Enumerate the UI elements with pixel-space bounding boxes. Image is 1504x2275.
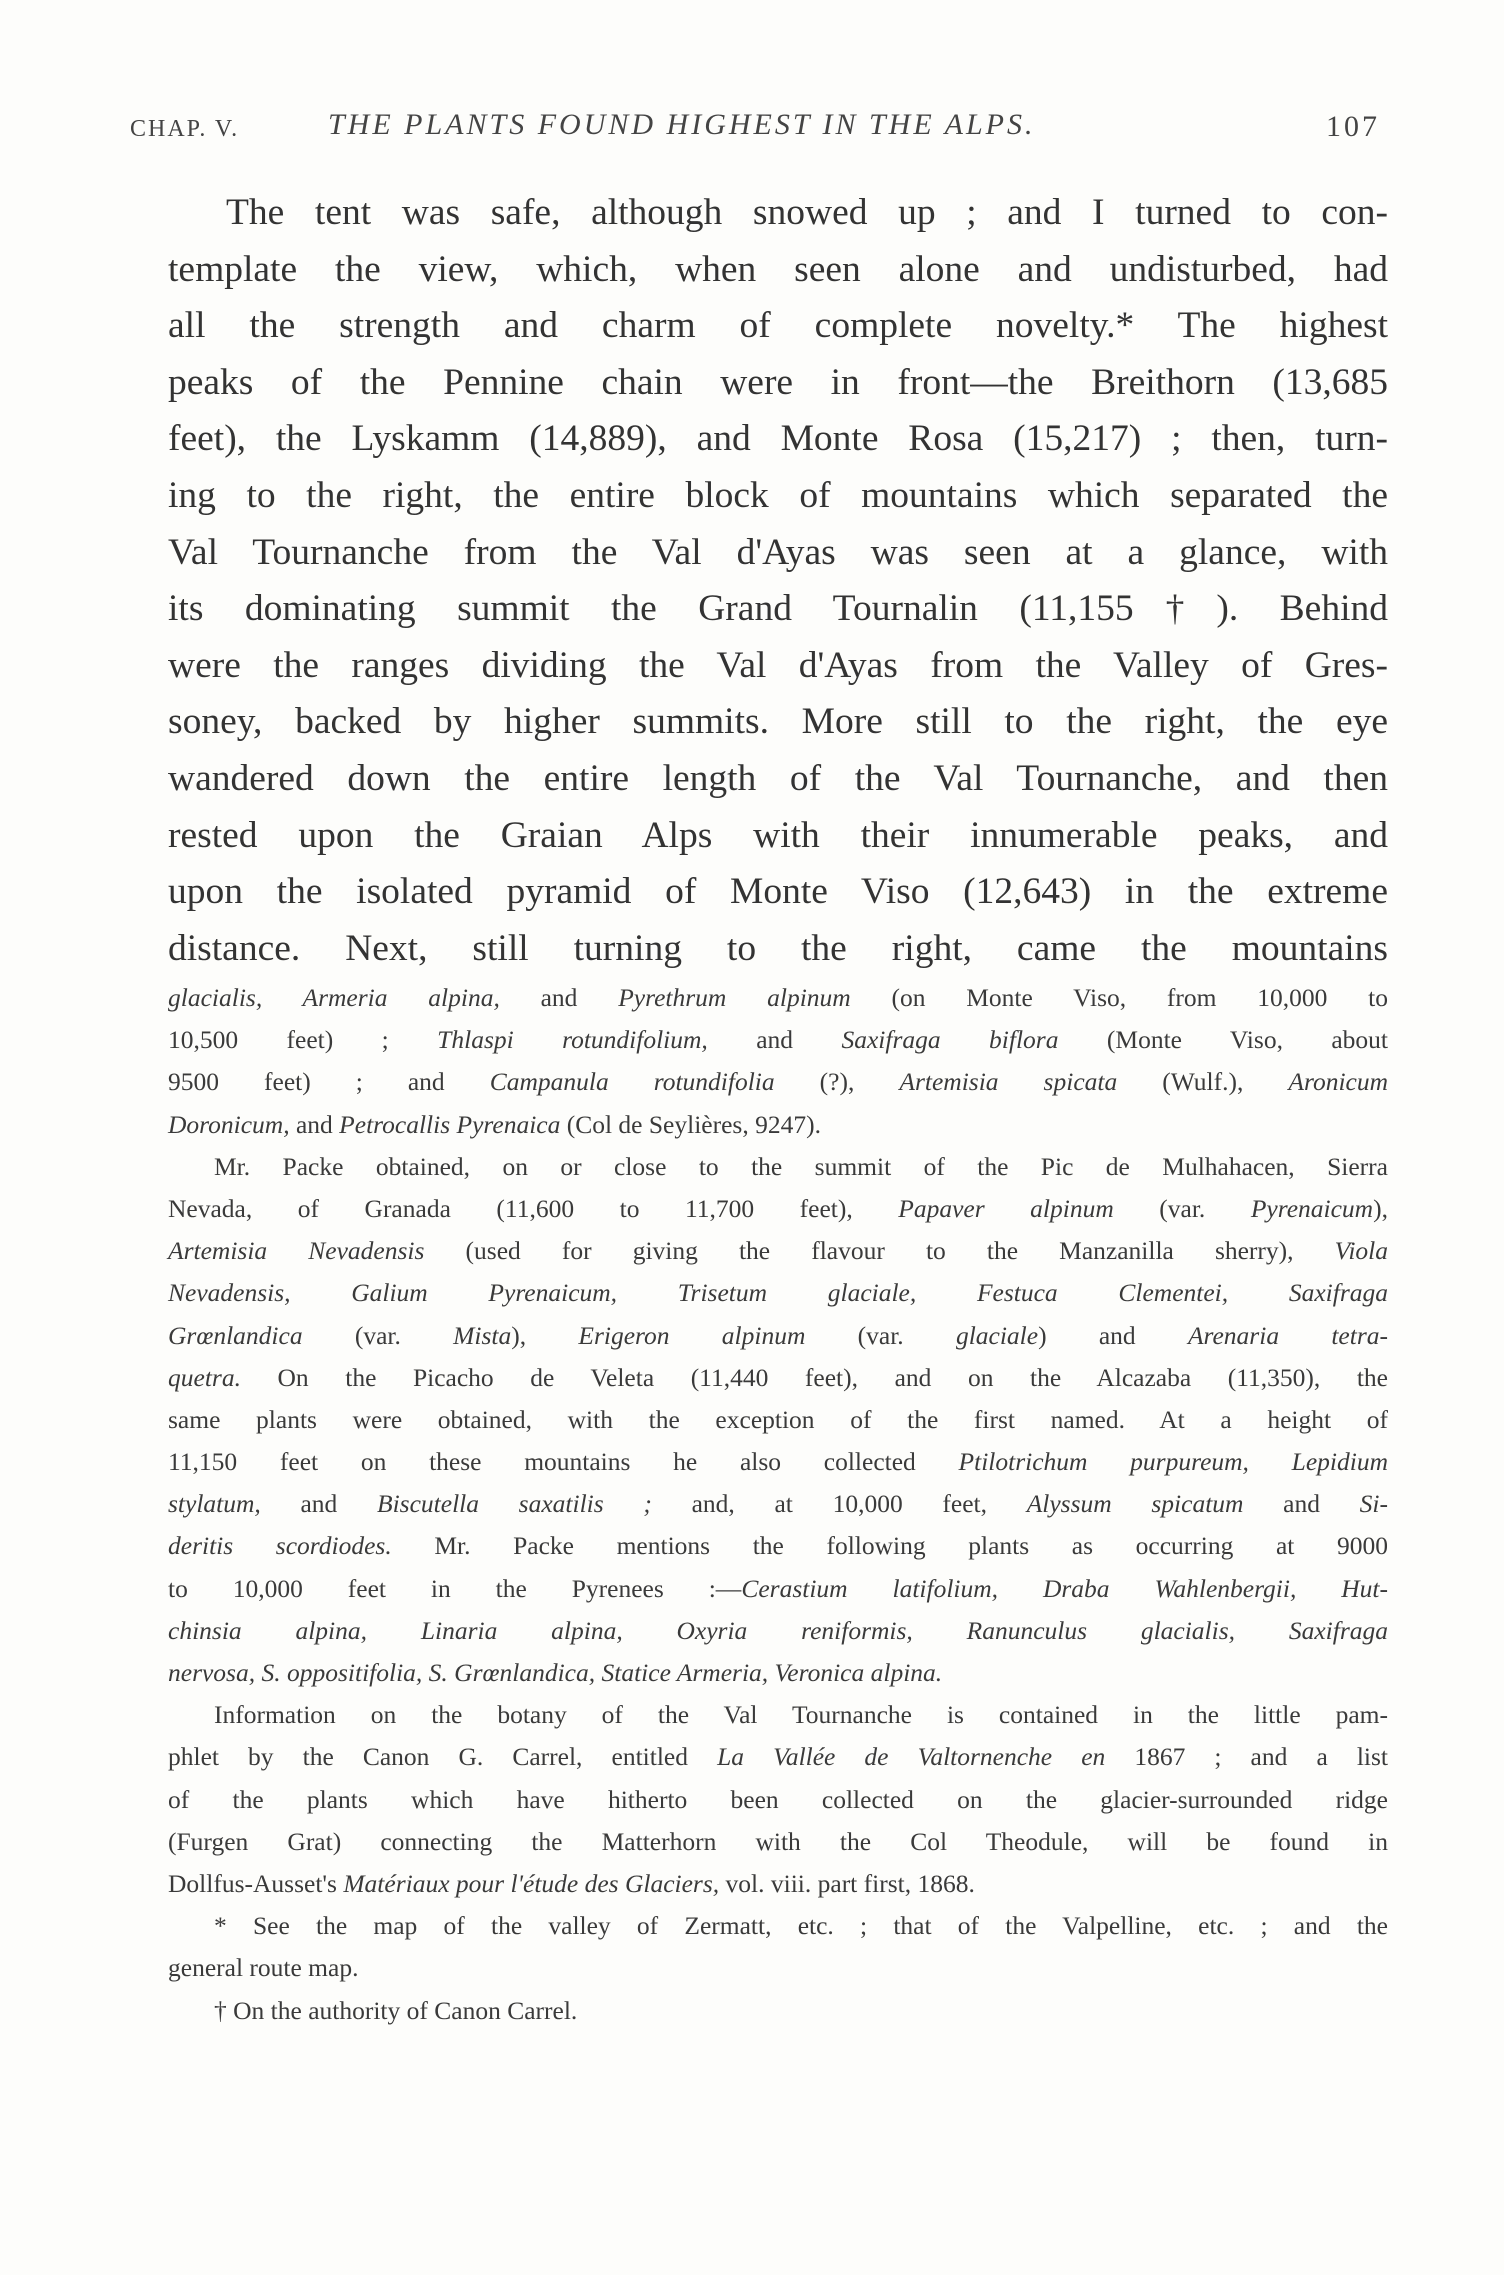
note-line — [168, 1019, 1388, 1061]
body-line: distance. Next, still turning to the right, came the mountains — [168, 927, 1388, 969]
note-line — [168, 1230, 1388, 1272]
chapter-label: CHAP. V. — [130, 116, 240, 142]
note-text: On the Picacho de Veleta (11,440 feet), and on the Alcazaba (11,350), the — [240, 1362, 1388, 1392]
species-name: deritis scordiodes. — [168, 1531, 392, 1561]
note-text: to 10,000 feet in the Pyrenees :— — [168, 1573, 742, 1603]
note-text: (var. — [302, 1320, 454, 1350]
note-line — [168, 1188, 1388, 1230]
body-line: The tent was safe, although snowed up ; and I turned to con- — [226, 192, 1388, 233]
note-line — [168, 1736, 1388, 1778]
footnote-star: * See the map of the valley of Zermatt, etc. ; that of the Valpelline, etc. ; and the — [214, 1911, 1388, 1941]
species-name: Pyrethrum alpinum — [618, 983, 851, 1012]
body-line: soney, backed by higher summits. More still to the right, the eye — [168, 701, 1388, 743]
note-text: (var. — [1113, 1193, 1251, 1223]
note-text: 1867 ; and a list — [1105, 1742, 1389, 1772]
note-text: (Monte Viso, about — [1058, 1025, 1389, 1055]
body-line: all the strength and charm of complete novelty.* The highest — [168, 305, 1388, 347]
note-text: of the plants which have hitherto been collected on the glacier-surrounded ridge — [168, 1784, 1388, 1814]
note-text: (var. — [805, 1320, 956, 1350]
book-title: Matériaux pour l'étude des Glaciers, — [343, 1868, 720, 1898]
note-line — [168, 1863, 1388, 1905]
species-name: Aronicum — [1288, 1067, 1389, 1097]
note-text: Mr. Packe obtained, on or close to the summit of the Pic de Mulhahacen, Sierra — [214, 1151, 1388, 1181]
body-line: Val Tournanche from the Val d'Ayas was seen at a glance, with — [168, 531, 1388, 573]
note-text: Mr. Packe mentions the following plants as occurring at 9000 — [391, 1531, 1389, 1561]
note-text: 9500 feet) ; and — [168, 1067, 490, 1097]
note-line — [168, 1525, 1388, 1567]
species-name: glaciale — [955, 1320, 1039, 1350]
species-name: Nevadensis, Galium Pyrenaicum, Trisetum glaciale, Festuca Clementei, Saxifraga — [168, 1278, 1388, 1308]
species-name: Doronicum, — [168, 1109, 290, 1139]
note-line — [168, 1821, 1388, 1863]
species-name: nervosa, S. oppositifolia, S. Grœnlandica, Statice Armeria, Veronica alpina. — [168, 1658, 943, 1687]
note-text: and, at 10,000 feet, — [651, 1489, 1027, 1519]
species-name: glacialis, Armeria alpina, — [168, 983, 500, 1012]
body-line: feet), the Lyskamm (14,889), and Monte Rosa (15,217) ; then, turn- — [168, 418, 1388, 460]
note-line — [168, 1357, 1388, 1399]
body-line: ing to the right, the entire block of mountains which separated the — [168, 474, 1388, 516]
note-line — [168, 1779, 1388, 1821]
note-text: Nevada, of Granada (11,600 to 11,700 feet), — [168, 1193, 899, 1223]
species-name: Ptilotrichum purpureum, Lepidium — [958, 1447, 1388, 1477]
note-text: vol. viii. part first, 1868. — [719, 1868, 975, 1898]
note-text: and — [260, 1489, 378, 1519]
note-text: same plants were obtained, with the exception of the first named. At a height of — [168, 1404, 1388, 1434]
note-text: Information on the botany of the Val Tournanche is contained in the little pam- — [214, 1700, 1388, 1730]
note-text: (on Monte Viso, from 10,000 to — [850, 983, 1389, 1012]
note-text: (Col de Seylières, 9247). — [560, 1109, 821, 1139]
species-name: Saxifraga biflora — [841, 1025, 1059, 1055]
note-line — [168, 1061, 1388, 1103]
footnote-dagger: † On the authority of Canon Carrel. — [214, 1995, 578, 2025]
note-line — [168, 1610, 1388, 1652]
running-header — [130, 108, 1380, 152]
body-line: upon the isolated pyramid of Monte Viso (12,643) in the extreme — [168, 871, 1388, 913]
body-line: rested upon the Graian Alps with their innumerable peaks, and — [168, 814, 1388, 856]
body-line: were the ranges dividing the Val d'Ayas from the Valley of Gres- — [168, 644, 1388, 686]
species-name: Viola — [1334, 1236, 1388, 1266]
note-text: and — [289, 1109, 340, 1139]
note-text: (?), — [774, 1067, 900, 1097]
species-name: stylatum, — [168, 1489, 261, 1519]
body-line: template the view, which, when seen alone and undisturbed, had — [168, 248, 1388, 290]
note-text: Dollfus-Ausset's — [168, 1868, 344, 1898]
species-name: Mista — [453, 1320, 512, 1350]
species-name: Artemisia spicata — [899, 1067, 1118, 1097]
species-name: Arenaria tetra- — [1187, 1320, 1388, 1350]
note-text: 10,500 feet) ; — [168, 1025, 438, 1055]
species-name: Papaver alpinum — [898, 1193, 1114, 1223]
note-text: (Wulf.), — [1117, 1067, 1289, 1097]
species-name: Biscutella saxatilis ; — [377, 1489, 652, 1519]
note-line — [168, 1104, 1388, 1146]
footnote-star-cont: general route map. — [168, 1953, 359, 1983]
species-name: Erigeron alpinum — [578, 1320, 806, 1350]
body-line: wandered down the entire length of the Val Tournanche, and then — [168, 757, 1388, 799]
note-text: (used for giving the flavour to the Manzanilla sherry), — [424, 1236, 1335, 1266]
page-number: 107 — [1326, 110, 1380, 143]
note-text: (Furgen Grat) connecting the Matterhorn with the Col Theodule, will be found in — [168, 1826, 1388, 1856]
species-name: Artemisia Nevadensis — [168, 1236, 425, 1266]
species-name: Campanula rotundifolia — [489, 1067, 775, 1097]
species-name: Thlaspi rotundifolium, — [437, 1025, 708, 1055]
note-text: ), — [1373, 1193, 1388, 1223]
note-text: phlet by the Canon G. Carrel, entitled — [168, 1742, 718, 1772]
species-name: quetra. — [168, 1362, 241, 1392]
note-line — [168, 1694, 1388, 1736]
note-text: and — [499, 983, 619, 1012]
species-name: Pyrenaicum — [1250, 1193, 1374, 1223]
note-line — [168, 1483, 1388, 1525]
species-name: Si- — [1359, 1489, 1388, 1519]
running-title: THE PLANTS FOUND HIGHEST IN THE ALPS. — [328, 108, 1036, 141]
botany-notes — [168, 977, 1388, 2032]
species-name: Alyssum spicatum — [1026, 1489, 1244, 1519]
note-text: and — [1243, 1489, 1360, 1519]
note-text: and — [707, 1025, 842, 1055]
species-name: Cerastium latifolium, Draba Wahlenbergii, Hut- — [741, 1573, 1389, 1603]
note-text: 11,150 feet on these mountains he also collected — [168, 1447, 959, 1477]
species-name: chinsia alpina, Linaria alpina, Oxyria reniformis, Ranunculus glacialis, Saxifraga — [168, 1615, 1388, 1645]
note-line — [168, 1399, 1388, 1441]
note-line — [168, 1272, 1388, 1314]
body-line: its dominating summit the Grand Tournalin (11,155†). Behind — [168, 588, 1388, 630]
body-line: peaks of the Pennine chain were in front—the Breithorn (13,685 — [168, 361, 1388, 403]
note-line — [168, 1441, 1388, 1483]
main-paragraph — [168, 185, 1388, 977]
species-name: Petrocallis Pyrenaica — [339, 1109, 561, 1139]
note-line — [168, 1146, 1388, 1188]
note-line — [168, 1568, 1388, 1610]
species-name: Grœnlandica — [168, 1320, 303, 1350]
book-title: La Vallée de Valtornenche en — [717, 1742, 1106, 1772]
note-line — [168, 1652, 1388, 1694]
note-line — [168, 977, 1388, 1019]
note-line — [168, 1315, 1388, 1357]
note-text: ) and — [1038, 1320, 1188, 1350]
note-text: ), — [511, 1320, 579, 1350]
